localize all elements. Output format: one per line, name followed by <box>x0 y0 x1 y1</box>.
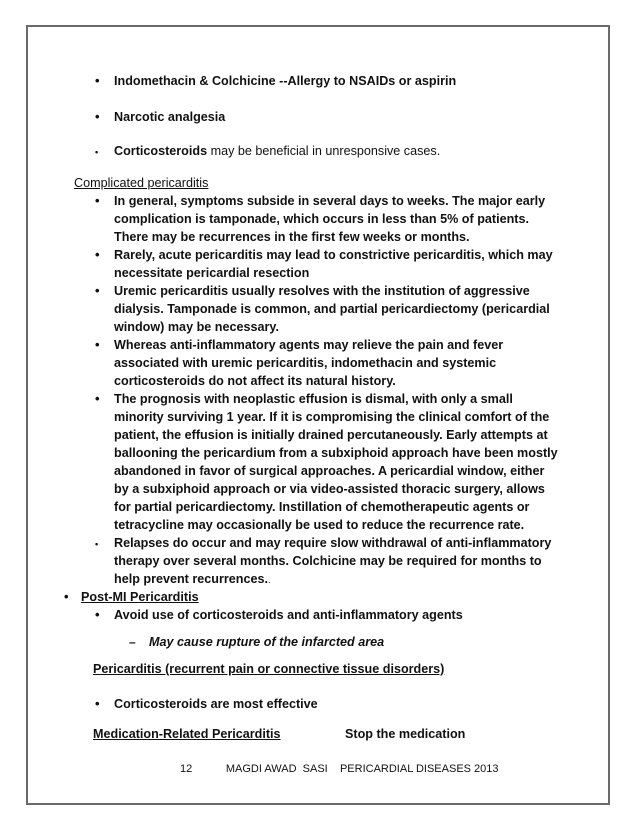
list-item-corticosteroids-effective: Corticosteroids are most effective <box>114 697 318 711</box>
page-footer <box>180 763 499 775</box>
section-heading-complicated: Complicated pericarditis <box>74 176 209 190</box>
section-heading-post-mi: Post-MI Pericarditis <box>81 590 199 604</box>
list-item-line: complication is tamponade, which occurs in less than 5% of patients. <box>114 212 529 226</box>
bullet-icon: • <box>95 391 100 406</box>
page-number: 12 <box>180 763 193 775</box>
list-item-line: dialysis. Tamponade is common, and partial pericardiectomy (pericardial <box>114 302 550 316</box>
emphasis-text: Corticosteroids <box>114 144 208 158</box>
list-item-corticosteroids <box>114 142 440 160</box>
list-item-indomethacin: Indomethacin & Colchicine --Allergy to NSAIDs or aspirin <box>114 74 457 88</box>
bullet-icon: • <box>95 696 100 711</box>
plain-text: may be beneficial in unresponsive cases. <box>207 144 441 158</box>
bullet-icon: • <box>95 109 100 124</box>
list-item-line: Rarely, acute pericarditis may lead to constrictive pericarditis, which may <box>114 248 553 262</box>
list-item-line: for partial pericardiectomy. Instillation of chemotherapeutic agents or <box>114 500 530 514</box>
sub-item-rupture: May cause rupture of the infarcted area <box>149 635 385 649</box>
period-mark: . <box>268 575 271 585</box>
list-item-post-mi: Avoid use of corticosteroids and anti-inflammatory agents <box>114 608 463 622</box>
bullet-icon: • <box>64 589 69 604</box>
list-item-line: abandoned in favor of surgical approaches. A pericardial window, either <box>114 464 545 478</box>
list-item-line: The prognosis with neoplastic effusion is dismal, with only a small <box>114 392 513 406</box>
list-item-line: patient, the effusion is initially drained percutaneously. Early attempts at <box>114 428 548 442</box>
list-item-line: In general, symptoms subside in several days to weeks. The major early <box>114 194 546 208</box>
footer-text: MAGDI AWAD SASI PERICARDIAL DISEASES 2013 <box>225 763 499 775</box>
bullet-icon: • <box>95 73 100 88</box>
list-item-line: There may be recurrences in the first few weeks or months. <box>114 230 470 244</box>
list-item-line: therapy over several months. Colchicine may be required for months to <box>114 554 542 568</box>
bullet-icon: • <box>95 193 100 208</box>
bullet-icon: • <box>95 283 100 298</box>
list-item-line: associated with uremic pericarditis, indomethacin and systemic <box>114 356 497 370</box>
list-item-line: necessitate pericardial resection <box>114 266 310 280</box>
list-item-narcotic: Narcotic analgesia <box>114 110 226 124</box>
section-heading-medication: Medication-Related Pericarditis <box>93 727 281 741</box>
list-item-line <box>114 570 271 589</box>
list-item-line: window) may be necessary. <box>114 320 279 334</box>
list-item-line: corticosteroids do not affect its natural history. <box>114 374 396 388</box>
bullet-icon: • <box>95 147 99 157</box>
list-item-line: minority surviving 1 year. If it is compromising the clinical comfort of the <box>114 410 550 424</box>
list-item-line: by a subxiphoid approach or via video-assisted thoracic surgery, allows <box>114 482 545 496</box>
list-item-line: tetracycline may occasionally be used to reduce the recurrence rate. <box>114 518 525 532</box>
list-item-line: Relapses do occur and may require slow withdrawal of anti-inflammatory <box>114 536 552 550</box>
bullet-icon: • <box>95 247 100 262</box>
section-heading-recurrent: Pericarditis (recurrent pain or connective tissue disorders) <box>93 662 445 676</box>
bullet-icon: • <box>95 539 99 549</box>
medication-action: Stop the medication <box>345 727 466 741</box>
bullet-icon: • <box>95 607 100 622</box>
list-item-line: ballooning the pericardium from a subxiphoid approach have been mostly <box>114 446 558 460</box>
list-item-line: Whereas anti-inflammatory agents may relieve the pain and fever <box>114 338 504 352</box>
bullet-icon: • <box>95 337 100 352</box>
dash-icon: – <box>129 635 136 649</box>
line-text: help prevent recurrences. <box>114 572 268 586</box>
list-item-line: Uremic pericarditis usually resolves with the institution of aggressive <box>114 284 530 298</box>
